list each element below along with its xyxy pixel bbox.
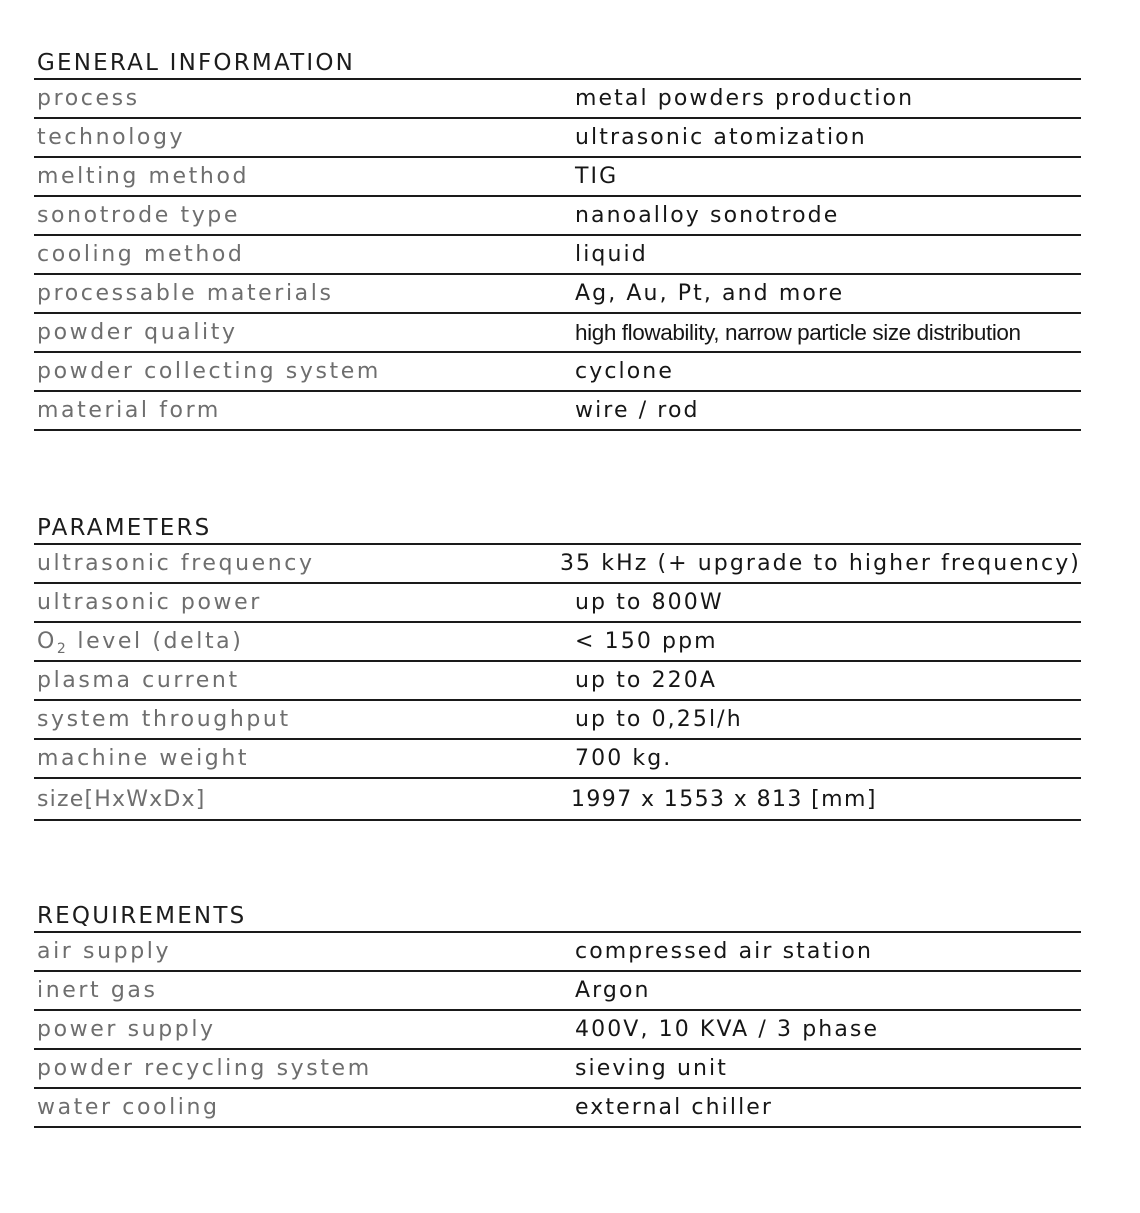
table-row <box>34 158 1081 197</box>
table-row <box>34 584 1081 623</box>
table-row <box>34 1050 1081 1089</box>
general-information-heading: GENERAL INFORMATION <box>34 47 1081 80</box>
row-value: ultrasonic atomization <box>575 125 867 150</box>
row-value: compressed air station <box>575 939 874 964</box>
table-row <box>34 314 1081 353</box>
row-label: material form <box>37 398 221 423</box>
row-value: 35 kHz (+ upgrade to higher frequency) <box>559 551 1081 576</box>
table-row <box>34 392 1081 431</box>
table-row <box>34 972 1081 1011</box>
requirements-table <box>34 900 1081 1128</box>
row-value: < 150 ppm <box>575 629 718 654</box>
table-row <box>34 197 1081 236</box>
table-row <box>34 119 1081 158</box>
row-label: size[HxWxDx] <box>37 786 206 812</box>
row-label <box>34 629 572 657</box>
row-label: melting method <box>37 164 250 189</box>
requirements-heading: REQUIREMENTS <box>34 900 1081 933</box>
row-label: water cooling <box>37 1095 220 1120</box>
row-value: metal powders production <box>575 86 915 111</box>
table-row <box>34 236 1081 275</box>
row-value: liquid <box>575 242 648 267</box>
row-value: 400V, 10 KVA / 3 phase <box>575 1017 880 1042</box>
table-row <box>34 701 1081 740</box>
o2-subscript: 2 <box>56 641 66 657</box>
row-label: powder recycling system <box>37 1056 372 1081</box>
row-label: ultrasonic frequency <box>37 551 315 576</box>
row-label: plasma current <box>37 668 240 693</box>
row-value: TIG <box>575 164 619 189</box>
row-value: up to 800W <box>575 590 724 615</box>
table-row <box>34 933 1081 972</box>
row-label: power supply <box>37 1017 216 1042</box>
parameters-heading: PARAMETERS <box>34 512 1081 545</box>
table-row <box>34 545 1081 584</box>
row-label: cooling method <box>37 242 245 267</box>
table-row <box>34 740 1081 779</box>
row-value: Argon <box>575 978 651 1003</box>
row-value: 700 kg. <box>575 746 673 771</box>
row-label: process <box>37 86 140 111</box>
row-label: ultrasonic power <box>37 590 262 615</box>
row-label: powder quality <box>37 320 238 345</box>
general-information-table <box>34 47 1081 431</box>
row-label: machine weight <box>37 746 250 771</box>
row-label: sonotrode type <box>37 203 241 228</box>
row-value: high flowability, narrow particle size distribution <box>575 319 1021 345</box>
row-label: system throughput <box>37 707 291 732</box>
parameters-table <box>34 512 1081 821</box>
o2-symbol: O <box>37 629 57 654</box>
table-row <box>34 623 1081 662</box>
row-value: external chiller <box>575 1095 774 1120</box>
table-row <box>34 353 1081 392</box>
row-value: up to 220A <box>575 668 718 693</box>
row-label: technology <box>37 125 186 150</box>
row-value: sieving unit <box>575 1056 728 1081</box>
table-row <box>34 1089 1081 1128</box>
row-label: air supply <box>37 939 172 964</box>
o2-label-text: level (delta) <box>67 629 244 654</box>
row-value: wire / rod <box>575 398 700 423</box>
table-row <box>34 275 1081 314</box>
row-label: processable materials <box>37 281 334 306</box>
row-value: Ag, Au, Pt, and more <box>575 281 845 306</box>
table-row <box>34 662 1081 701</box>
row-label: inert gas <box>37 978 158 1003</box>
row-value: 1997 x 1553 x 813 [mm] <box>571 786 877 812</box>
row-value: cyclone <box>575 359 674 384</box>
table-row <box>34 1011 1081 1050</box>
row-label: powder collecting system <box>37 359 381 384</box>
row-value: nanoalloy sonotrode <box>575 203 840 228</box>
table-row <box>34 779 1081 821</box>
table-row <box>34 80 1081 119</box>
row-value: up to 0,25l/h <box>575 707 743 732</box>
